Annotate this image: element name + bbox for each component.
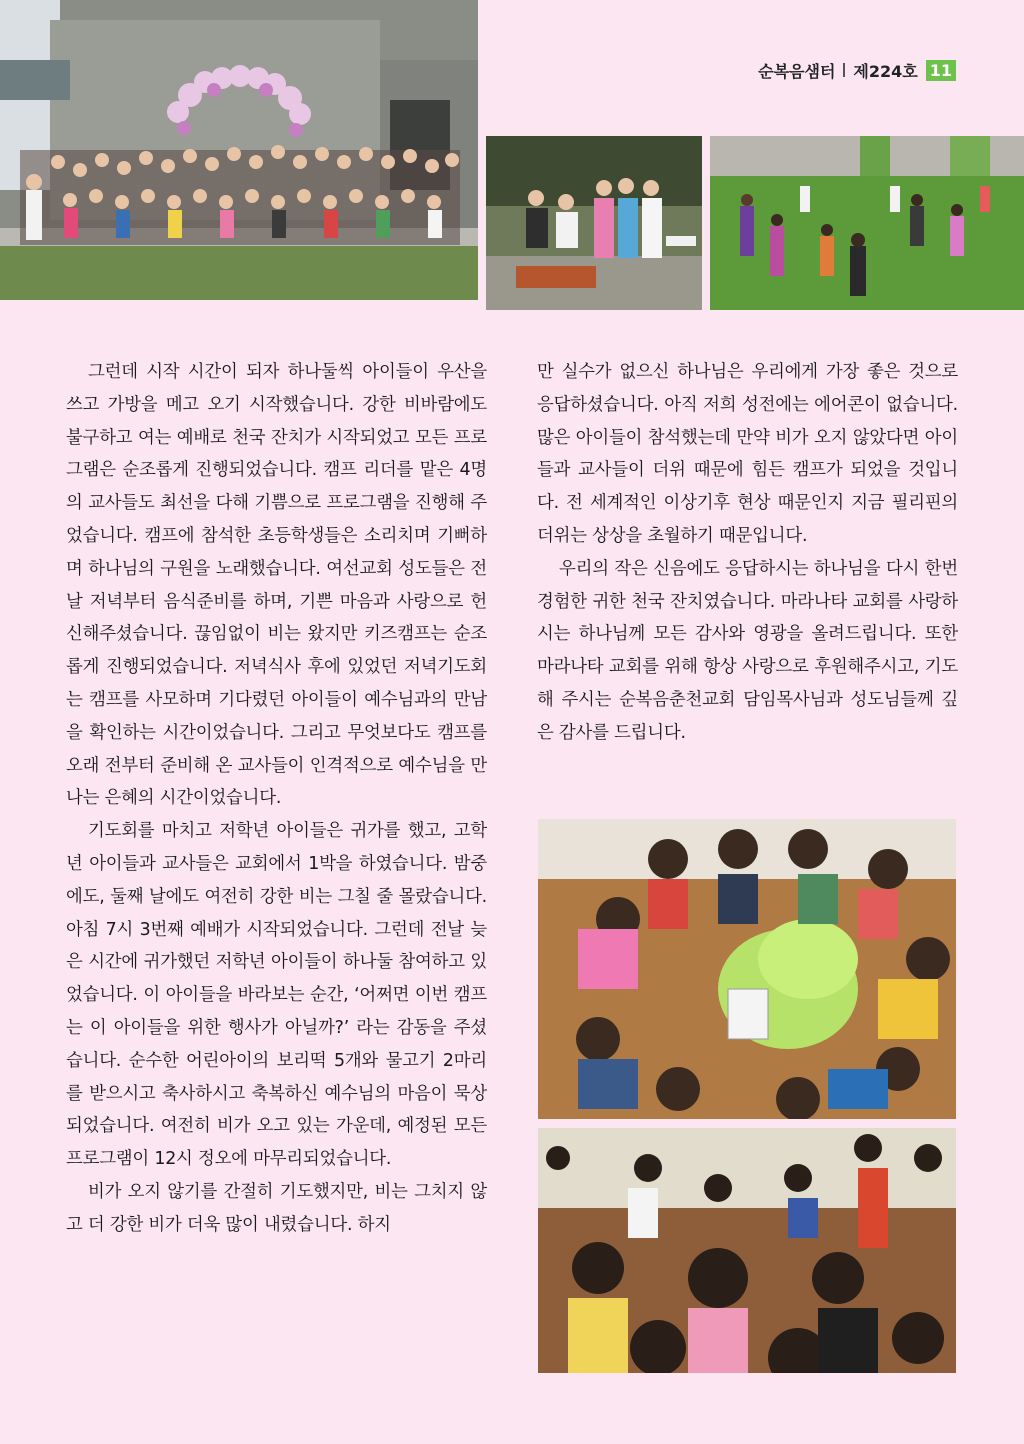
cooks-grilling-photo	[486, 136, 702, 310]
header-divider	[843, 63, 845, 77]
children-holding-hands-prayer-photo	[538, 1128, 956, 1373]
article-column-right	[537, 356, 958, 750]
publication-name: 순복음샘터	[758, 61, 836, 81]
children-playing-field-photo	[710, 136, 1024, 310]
article-paragraph: 만 실수가 없으신 하나님은 우리에게 가장 좋은 것으로 응답하셨습니다. 아직 저희 성전에는 에어콘이 없습니다. 많은 아이들이 참석했는데 만약 비가 오지 않았다면 아이들과 교사들이 더위 때문에 힘든 캠프가 되었을 것입니다. 전 세계적인 이상기후 현상 때문인지 지금 필리핀의 더위는 상상을 초월하기 때문입니다.	[537, 362, 958, 546]
article-paragraph: 기도회를 마치고 저학년 아이들은 귀가를 했고, 고학년 아이들과 교사들은 교회에서 1박을 하였습니다. 밤중에도, 둘째 날에도 여전히 강한 비는 그칠 줄 몰랐습니다. 아침 7시 3번째 예배가 시작되었습니다. 그런데 전날 늦은 시간에 귀가했던 저학년 아이들이 하나둘 참여하고 있었습니다. 이 아이들을 바라보는 순간, ‘어쩌면 이번 캠프는 이 아이들을 위한 행사가 아닐까?’ 라는 감동을 주셨습니다. 순수한 어린아이의 보리떡 5개와 물고기 2마리를 받으시고 축사하시고 축복하신 예수님의 마음이 묵상되었습니다. 여전히 비가 오고 있는 가운데, 예정된 모든 프로그램이 12시 정오에 마무리되었습니다.	[66, 821, 487, 1170]
page-number-badge: 11	[926, 60, 956, 81]
issue-number: 제224호	[853, 61, 918, 81]
article-column-left	[66, 356, 487, 1242]
article-paragraph: 우리의 작은 신음에도 응답하시는 하나님을 다시 한번 경험한 귀한 천국 잔치였습니다. 마라나타 교회를 사랑하시는 하나님께 모든 감사와 영광을 올려드립니다. 또한 마라나타 교회를 위해 항상 사랑으로 후원해주시고, 기도해 주시는 순복음춘천교회 담임목사님과 성도님들께 깊은 감사를 드립니다.	[537, 558, 958, 743]
children-craft-circle-photo	[538, 819, 956, 1119]
page-header	[758, 58, 956, 82]
article-paragraph: 그런데 시작 시간이 되자 하나둘씩 아이들이 우산을 쓰고 가방을 메고 오기 시작했습니다. 강한 비바람에도 불구하고 여는 예배로 천국 잔치가 시작되었고 모든 프로그램은 순조롭게 진행되었습니다. 캠프 리더를 맡은 4명의 교사들도 최선을 다해 기쁨으로 프로그램을 진행해 주었습니다. 캠프에 참석한 초등학생들은 소리치며 기뻐하며 하나님의 구원을 노래했습니다. 여선교회 성도들은 전날 저녁부터 음식준비를 하며, 기쁜 마음과 사랑으로 헌신해주셨습니다. 끊임없이 비는 왔지만 키즈캠프는 순조롭게 진행되었습니다. 저녁식사 후에 있었던 저녁기도회는 캠프를 사모하며 기다렸던 아이들이 예수님과의 만남을 확인하는 시간이었습니다. 그리고 무엇보다도 캠프를 오래 전부터 준비해 온 교사들이 인격적으로 예수님을 만나는 은혜의 시간이었습니다.	[66, 362, 487, 809]
article-paragraph: 비가 오지 않기를 간절히 기도했지만, 비는 그치지 않고 더 강한 비가 더욱 많이 내렸습니다. 하지	[66, 1181, 487, 1235]
camp-group-photo	[0, 0, 478, 300]
